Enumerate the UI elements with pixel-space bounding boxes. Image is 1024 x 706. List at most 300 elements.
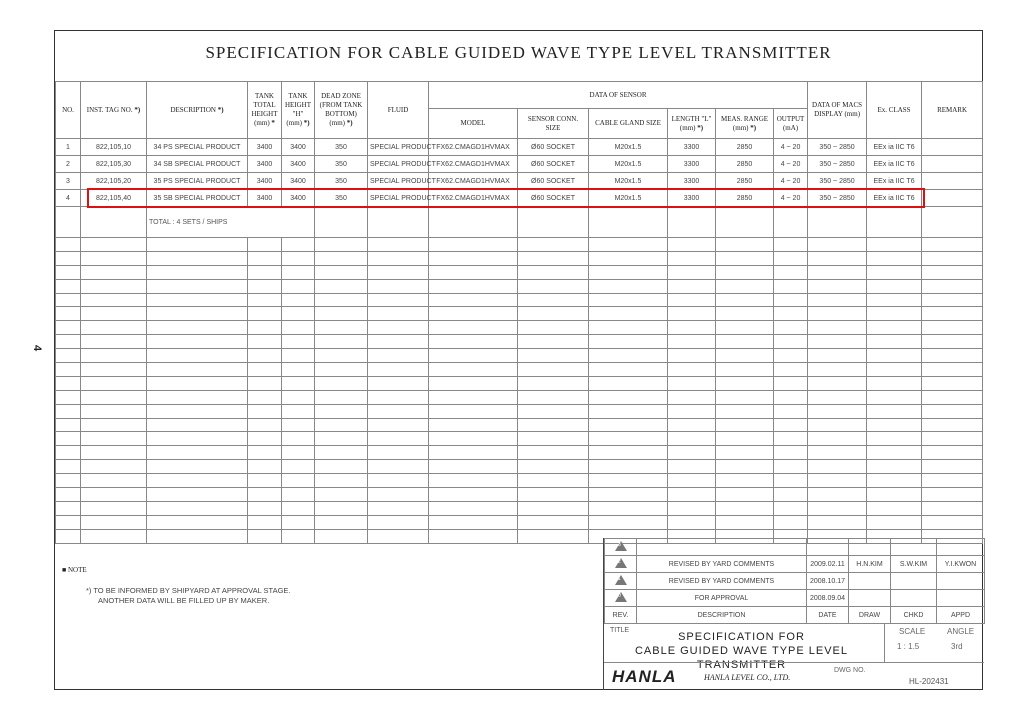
empty-cell [668, 349, 716, 363]
empty-cell [248, 279, 282, 293]
rev-draw [849, 573, 891, 590]
empty-cell [368, 474, 429, 488]
empty-cell [147, 418, 248, 432]
empty-cell [922, 432, 983, 446]
empty-cell [81, 488, 147, 502]
total-cell [368, 207, 429, 238]
empty-cell [589, 488, 668, 502]
cell-range: 2850 [716, 156, 774, 173]
revision-triangle-icon [615, 541, 627, 551]
empty-cell [518, 404, 589, 418]
empty-cell [368, 251, 429, 265]
empty-cell [589, 265, 668, 279]
empty-cell [282, 321, 315, 335]
rev-date: 2009.02.11 [807, 556, 849, 573]
revision-number-text: 1 [617, 576, 621, 582]
rev-date: 2008.09.04 [807, 590, 849, 607]
empty-cell [315, 321, 368, 335]
empty-cell [315, 529, 368, 543]
cell-range: 2850 [716, 173, 774, 190]
empty-cell [147, 515, 248, 529]
empty-cell [589, 251, 668, 265]
empty-cell [716, 404, 774, 418]
cell-conn: Ø60 SOCKET [518, 139, 589, 156]
empty-cell [774, 307, 808, 321]
cell-desc: 35 SB SPECIAL PRODUCT [147, 190, 248, 207]
rev-chkd-header: CHKD [891, 607, 937, 624]
total-row [56, 207, 983, 238]
col-header-length [668, 109, 716, 139]
empty-cell [56, 418, 81, 432]
empty-cell [315, 238, 368, 252]
cell-tag: 822,105,10 [81, 139, 147, 156]
angle-label: ANGLE [947, 627, 975, 636]
empty-cell [774, 279, 808, 293]
empty-cell [668, 335, 716, 349]
col-header-ex-class: Ex. CLASS [867, 82, 922, 139]
empty-cell [147, 390, 248, 404]
empty-cell [56, 501, 81, 515]
dead-zone-asterisk: *) [346, 119, 353, 127]
empty-cell [589, 293, 668, 307]
empty-cell [774, 501, 808, 515]
rev-chkd [891, 539, 937, 556]
empty-cell [867, 321, 922, 335]
col-header-cable-gland: CABLE GLAND SIZE [589, 109, 668, 139]
empty-cell [716, 501, 774, 515]
empty-cell [248, 363, 282, 377]
cell-ex: EEx ia IIC T6 [867, 139, 922, 156]
empty-cell [668, 307, 716, 321]
empty-cell [147, 501, 248, 515]
empty-cell [147, 335, 248, 349]
empty-cell [867, 376, 922, 390]
empty-cell [368, 265, 429, 279]
revision-row [605, 539, 985, 556]
dead-zone-label: DEAD ZONE (FROM TANK BOTTOM) (mm) [319, 92, 363, 127]
empty-cell [282, 251, 315, 265]
empty-row [56, 251, 983, 265]
empty-row [56, 279, 983, 293]
empty-cell [282, 446, 315, 460]
total-cell [589, 207, 668, 238]
cell-model: FX62.CMAGD1HVMAX [429, 156, 518, 173]
col-header-description [147, 82, 248, 139]
cell-desc: 34 PS SPECIAL PRODUCT [147, 139, 248, 156]
empty-cell [81, 363, 147, 377]
empty-cell [518, 363, 589, 377]
empty-cell [429, 279, 518, 293]
empty-cell [56, 515, 81, 529]
empty-cell [81, 279, 147, 293]
empty-cell [716, 238, 774, 252]
empty-cell [147, 349, 248, 363]
empty-cell [248, 488, 282, 502]
cell-output: 4 ~ 20 [774, 190, 808, 207]
empty-cell [808, 418, 867, 432]
empty-cell [808, 488, 867, 502]
cell-ex: EEx ia IIC T6 [867, 173, 922, 190]
empty-cell [518, 251, 589, 265]
empty-cell [147, 307, 248, 321]
empty-cell [922, 238, 983, 252]
empty-cell [56, 432, 81, 446]
empty-cell [429, 529, 518, 543]
revision-row [605, 556, 985, 573]
empty-cell [808, 265, 867, 279]
empty-cell [774, 265, 808, 279]
empty-cell [282, 363, 315, 377]
rev-number [605, 556, 637, 573]
empty-cell [922, 265, 983, 279]
empty-cell [716, 376, 774, 390]
empty-cell [922, 251, 983, 265]
cell-output: 4 ~ 20 [774, 156, 808, 173]
empty-cell [716, 279, 774, 293]
empty-cell [668, 238, 716, 252]
rev-appd [937, 573, 985, 590]
cell-desc: 34 SB SPECIAL PRODUCT [147, 156, 248, 173]
empty-cell [315, 376, 368, 390]
empty-cell [315, 432, 368, 446]
table-row [56, 173, 983, 190]
empty-cell [248, 501, 282, 515]
page-title: SPECIFICATION FOR CABLE GUIDED WAVE TYPE LEVEL TRANSMITTER [205, 43, 832, 62]
empty-cell [81, 335, 147, 349]
empty-cell [589, 376, 668, 390]
empty-cell [518, 446, 589, 460]
rev-desc-header: DESCRIPTION [637, 607, 807, 624]
empty-cell [248, 460, 282, 474]
empty-cell [81, 432, 147, 446]
empty-cell [56, 446, 81, 460]
empty-cell [589, 474, 668, 488]
empty-cell [56, 251, 81, 265]
empty-cell [248, 376, 282, 390]
rev-desc: REVISED BY YARD COMMENTS [637, 573, 807, 590]
empty-cell [429, 460, 518, 474]
cell-output: 4 ~ 20 [774, 173, 808, 190]
empty-cell [774, 349, 808, 363]
empty-cell [668, 390, 716, 404]
col-header-model: MODEL [429, 109, 518, 139]
empty-cell [589, 432, 668, 446]
meas-range-label: MEAS. RANGE (mm) [720, 114, 769, 132]
empty-cell [518, 307, 589, 321]
col-header-dead-zone [315, 82, 368, 139]
empty-cell [668, 432, 716, 446]
rev-chkd [891, 573, 937, 590]
empty-cell [716, 390, 774, 404]
empty-cell [774, 251, 808, 265]
empty-cell [922, 446, 983, 460]
total-cell-no [56, 207, 81, 238]
cell-total: 3400 [248, 190, 282, 207]
empty-cell [867, 363, 922, 377]
empty-cell [282, 376, 315, 390]
empty-cell [56, 265, 81, 279]
cell-conn: Ø60 SOCKET [518, 190, 589, 207]
cell-macs: 350 ~ 2850 [808, 156, 867, 173]
empty-cell [315, 404, 368, 418]
empty-cell [774, 418, 808, 432]
empty-cell [315, 349, 368, 363]
table-row [56, 139, 983, 156]
rev-number [605, 539, 637, 556]
revision-row [605, 590, 985, 607]
empty-cell [867, 446, 922, 460]
empty-cell [147, 251, 248, 265]
empty-cell [589, 460, 668, 474]
scale-label: SCALE [899, 627, 926, 636]
empty-cell [808, 501, 867, 515]
empty-cell [922, 390, 983, 404]
empty-cell [81, 251, 147, 265]
empty-cell [429, 376, 518, 390]
inst-tag-asterisk: *) [134, 105, 141, 114]
empty-cell [56, 238, 81, 252]
empty-cell [429, 418, 518, 432]
empty-cell [668, 293, 716, 307]
empty-cell [81, 238, 147, 252]
empty-cell [81, 265, 147, 279]
cell-gland: M20x1.5 [589, 156, 668, 173]
empty-cell [518, 418, 589, 432]
empty-cell [315, 335, 368, 349]
total-cell [774, 207, 808, 238]
empty-cell [429, 293, 518, 307]
company-logo: HANLA [612, 667, 677, 686]
total-cell [867, 207, 922, 238]
cell-tag: 822,105,30 [81, 156, 147, 173]
empty-cell [867, 349, 922, 363]
empty-row [56, 515, 983, 529]
empty-row [56, 363, 983, 377]
empty-cell [774, 446, 808, 460]
revision-triangle-icon [615, 592, 627, 602]
empty-cell [81, 307, 147, 321]
cell-no: 4 [56, 190, 81, 207]
empty-cell [282, 238, 315, 252]
cell-tag: 822,105,40 [81, 190, 147, 207]
empty-cell [147, 529, 248, 543]
empty-cell [589, 404, 668, 418]
empty-cell [922, 363, 983, 377]
empty-cell [81, 460, 147, 474]
empty-cell [248, 335, 282, 349]
empty-row [56, 307, 983, 321]
empty-cell [282, 279, 315, 293]
cell-gland: M20x1.5 [589, 139, 668, 156]
empty-cell [368, 349, 429, 363]
empty-cell [922, 307, 983, 321]
total-cell [668, 207, 716, 238]
cell-model: FX62.CMAGD1HVMAX [429, 139, 518, 156]
cell-remark [922, 173, 983, 190]
empty-cell [147, 321, 248, 335]
empty-row [56, 293, 983, 307]
empty-cell [315, 390, 368, 404]
empty-cell [922, 321, 983, 335]
empty-cell [282, 474, 315, 488]
empty-cell [774, 488, 808, 502]
empty-cell [315, 446, 368, 460]
total-cell [315, 207, 368, 238]
cell-no: 2 [56, 156, 81, 173]
revision-table [604, 538, 985, 624]
empty-cell [315, 474, 368, 488]
empty-cell [589, 363, 668, 377]
revision-number-text: 3 [617, 542, 621, 548]
empty-cell [282, 390, 315, 404]
scale-angle-box [884, 624, 985, 662]
cell-total: 3400 [248, 173, 282, 190]
empty-cell [429, 265, 518, 279]
empty-cell [774, 238, 808, 252]
empty-cell [248, 251, 282, 265]
empty-cell [716, 363, 774, 377]
empty-cell [774, 404, 808, 418]
empty-cell [867, 251, 922, 265]
empty-cell [282, 488, 315, 502]
empty-cell [922, 404, 983, 418]
empty-cell [774, 376, 808, 390]
empty-cell [248, 349, 282, 363]
rev-draw-header: DRAW [849, 607, 891, 624]
empty-cell [922, 460, 983, 474]
empty-cell [716, 474, 774, 488]
rev-appd [937, 539, 985, 556]
empty-cell [589, 446, 668, 460]
empty-cell [282, 335, 315, 349]
table-row [56, 190, 983, 207]
empty-cell [248, 446, 282, 460]
empty-cell [774, 460, 808, 474]
empty-cell [368, 335, 429, 349]
col-header-tank-total [248, 82, 282, 139]
empty-cell [922, 501, 983, 515]
cell-length: 3300 [668, 156, 716, 173]
margin-page-mark: 4 [31, 344, 44, 352]
empty-row [56, 376, 983, 390]
empty-cell [368, 515, 429, 529]
empty-cell [429, 501, 518, 515]
empty-cell [808, 293, 867, 307]
cell-macs: 350 ~ 2850 [808, 139, 867, 156]
col-header-meas-range [716, 109, 774, 139]
table-row [56, 156, 983, 173]
empty-cell [315, 418, 368, 432]
total-cell [808, 207, 867, 238]
empty-cell [429, 474, 518, 488]
empty-cell [429, 321, 518, 335]
empty-cell [429, 446, 518, 460]
cell-tag: 822,105,20 [81, 173, 147, 190]
empty-cell [867, 404, 922, 418]
empty-cell [315, 515, 368, 529]
empty-cell [56, 349, 81, 363]
cell-output: 4 ~ 20 [774, 139, 808, 156]
title-block [603, 538, 984, 690]
empty-cell [81, 474, 147, 488]
empty-cell [56, 474, 81, 488]
empty-cell [368, 404, 429, 418]
empty-cell [808, 349, 867, 363]
empty-cell [922, 376, 983, 390]
empty-cell [248, 418, 282, 432]
rev-draw [849, 539, 891, 556]
total-cell-tag [81, 207, 147, 238]
empty-cell [147, 460, 248, 474]
empty-cell [282, 349, 315, 363]
revision-header-row [605, 607, 985, 624]
empty-cell [867, 432, 922, 446]
empty-row [56, 404, 983, 418]
empty-cell [518, 390, 589, 404]
empty-cell [56, 376, 81, 390]
empty-row [56, 460, 983, 474]
empty-cell [922, 349, 983, 363]
cell-total: 3400 [248, 156, 282, 173]
empty-cell [867, 238, 922, 252]
note-line-1: *) TO BE INFORMED BY SHIPYARD AT APPROVAL STAGE. [86, 586, 291, 595]
empty-cell [668, 279, 716, 293]
empty-cell [248, 474, 282, 488]
revision-number-text: 0 [617, 593, 621, 599]
col-header-remark: REMARK [922, 82, 983, 139]
empty-cell [315, 460, 368, 474]
empty-cell [867, 474, 922, 488]
empty-cell [429, 238, 518, 252]
empty-cell [922, 474, 983, 488]
empty-cell [867, 488, 922, 502]
cell-fluid: SPECIAL PRODUCT [368, 190, 429, 207]
empty-cell [867, 390, 922, 404]
empty-cell [716, 432, 774, 446]
empty-row [56, 488, 983, 502]
total-cell [716, 207, 774, 238]
cell-remark [922, 190, 983, 207]
empty-cell [867, 293, 922, 307]
empty-cell [368, 238, 429, 252]
empty-cell [368, 446, 429, 460]
empty-cell [518, 335, 589, 349]
empty-cell [774, 432, 808, 446]
cell-remark [922, 156, 983, 173]
empty-cell [56, 293, 81, 307]
empty-cell [315, 363, 368, 377]
cell-dead: 350 [315, 190, 368, 207]
empty-cell [589, 321, 668, 335]
cell-length: 3300 [668, 139, 716, 156]
empty-cell [716, 446, 774, 460]
empty-cell [867, 515, 922, 529]
empty-cell [368, 307, 429, 321]
empty-cell [81, 418, 147, 432]
cell-dead: 350 [315, 173, 368, 190]
empty-cell [668, 404, 716, 418]
cell-conn: Ø60 SOCKET [518, 173, 589, 190]
cell-total: 3400 [248, 139, 282, 156]
empty-cell [589, 390, 668, 404]
empty-cell [282, 307, 315, 321]
rev-desc: REVISED BY YARD COMMENTS [637, 556, 807, 573]
empty-cell [81, 515, 147, 529]
empty-cell [589, 238, 668, 252]
empty-cell [668, 460, 716, 474]
empty-cell [867, 265, 922, 279]
cell-model: FX62.CMAGD1HVMAX [429, 190, 518, 207]
